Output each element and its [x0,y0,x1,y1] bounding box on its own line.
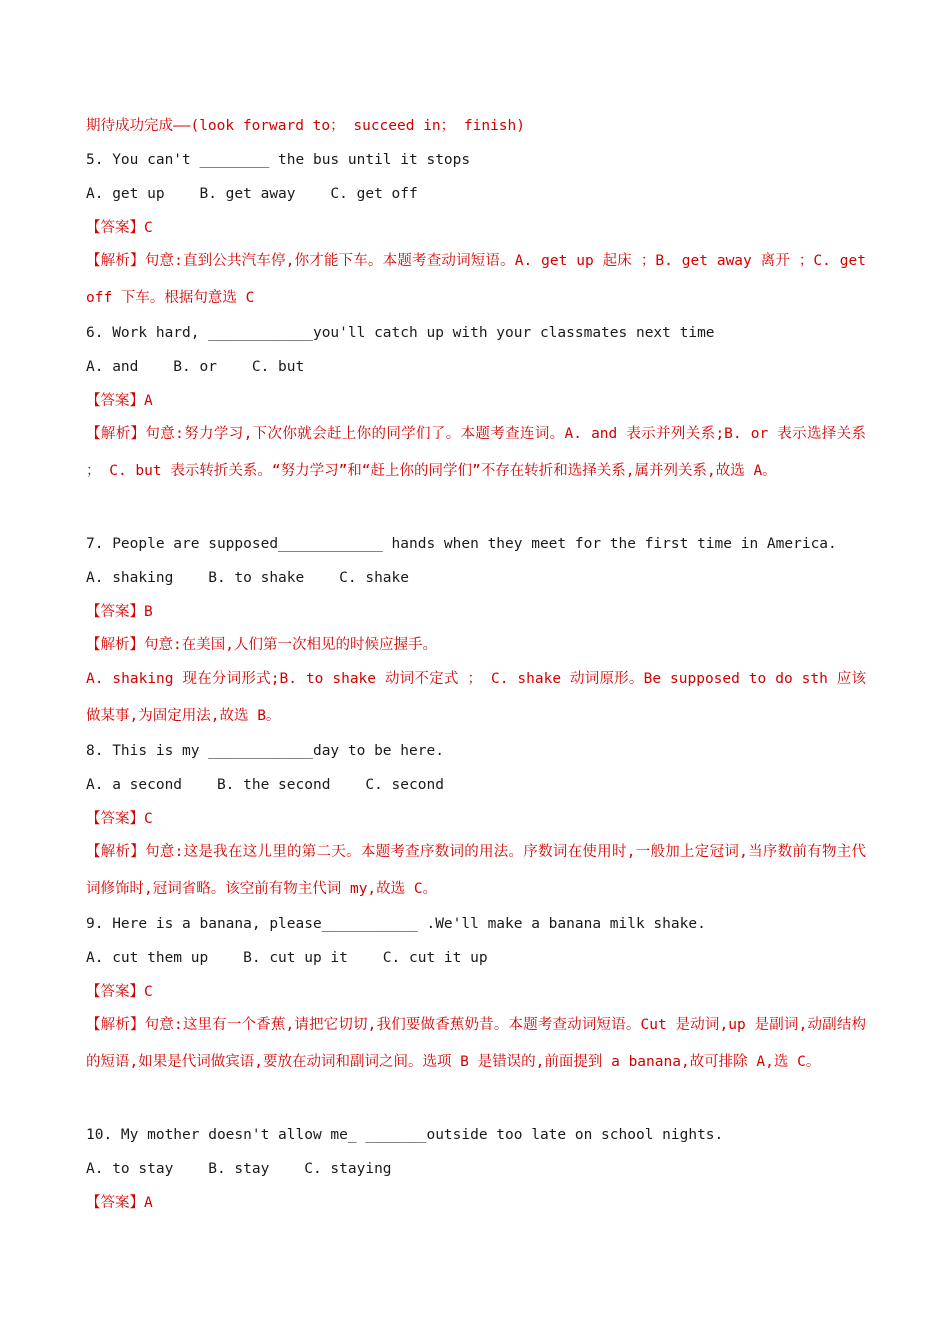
question-8-stem: 8. This is my ____________day to be here. [86,743,444,759]
question-10-answer: 【答案】A [86,1195,153,1211]
question-7-stem: 7. People are supposed____________ hands when they meet for the first time in America. [86,536,837,552]
question-10-stem: 10. My mother doesn't allow me_ _______outside too late on school nights. [86,1127,724,1143]
question-8-answer: 【答案】C [86,811,153,827]
question-9-answer: 【答案】C [86,984,153,1000]
question-5-stem: 5. You can't ________ the bus until it stops [86,152,471,168]
question-5-answer: 【答案】C [86,220,153,236]
question-9-stem: 9. Here is a banana, please___________ .We'll make a banana milk shake. [86,916,706,932]
question-8-analysis: 【解析】句意:这是我在这儿里的第二天。本题考查序数词的用法。序数词在使用时,一般加上定冠词,当序数前有物主代词修饰时,冠词省略。该空前有物主代词 my,故选 C。 [86,844,866,897]
question-8-options: A. a second B. the second C. second [86,777,444,793]
question-7-answer: 【答案】B [86,604,153,620]
question-5-options: A. get up B. get away C. get off [86,186,418,202]
question-9-options: A. cut them up B. cut up it C. cut it up [86,950,488,966]
question-6-options: A. and B. or C. but [86,359,305,375]
question-7-options: A. shaking B. to shake C. shake [86,570,410,586]
question-9-analysis: 【解析】句意:这里有一个香蕉,请把它切切,我们要做香蕉奶昔。本题考查动词短语。Cut 是动词,up 是副词,动副结构的短语,如果是代词做宾语,要放在动词和副词之间。选项 B 是错误的,前面提到 a banana,故可排除 A,选 C。 [86,1017,866,1070]
intro-line: 期待成功完成——(look forward to； succeed in； finish) [86,118,525,134]
question-6-answer: 【答案】A [86,393,153,409]
question-10-options: A. to stay B. stay C. staying [86,1161,392,1177]
question-6-analysis: 【解析】句意:努力学习,下次你就会赶上你的同学们了。本题考查连词。A. and 表示并列关系;B. or 表示选择关系 ； C. but 表示转折关系。“努力学习”和“赶上你的同学们”不存在转折和选择关系,属并列关系,故选 A。 [86,426,866,479]
question-7-analysis-lead: 【解析】句意:在美国,人们第一次相见的时候应握手。 [86,637,437,653]
question-7-analysis: A. shaking 现在分词形式;B. to shake 动词不定式 ； C. shake 动词原形。Be supposed to do sth 应该做某事,为固定用法,故选 B。 [86,671,866,724]
question-6-stem: 6. Work hard, ____________you'll catch up with your classmates next time [86,325,715,341]
question-5-analysis: 【解析】句意:直到公共汽车停,你才能下车。本题考查动词短语。A. get up 起床 ；B. get away 离开 ；C. get off 下车。根据句意选 C [86,253,866,306]
